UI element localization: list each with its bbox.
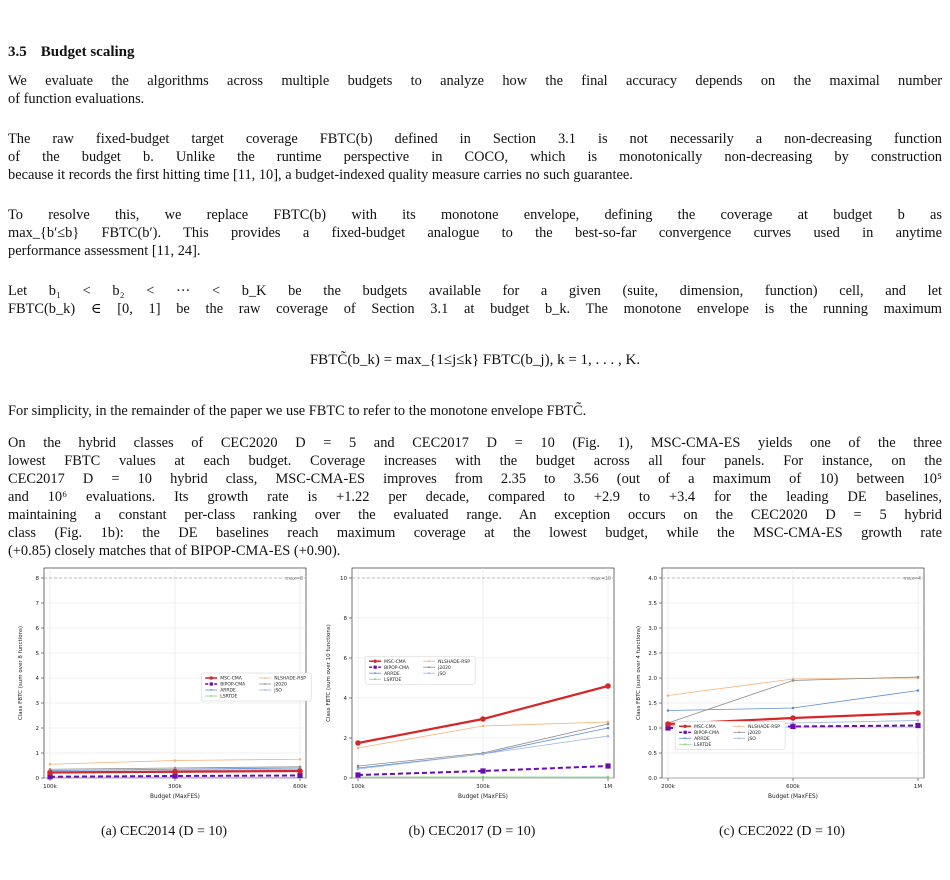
legend-label: BIPOP-CMA — [220, 682, 246, 688]
data-point — [917, 689, 920, 692]
data-point — [607, 723, 610, 726]
text-line — [8, 282, 942, 300]
legend-marker — [264, 683, 266, 685]
x-tick-label: 300k — [476, 784, 490, 790]
x-tick-label: 600k — [293, 784, 307, 790]
data-point — [480, 716, 486, 722]
y-tick-label: 4.0 — [648, 576, 657, 583]
y-tick-label: 2.0 — [648, 676, 657, 683]
text-line: of function evaluations. — [8, 91, 145, 107]
x-tick-label: 200k — [661, 784, 675, 790]
text-line: FBTC(b_k) ∈ [0, 1] be the raw coverage of Section 3.1 at budget b_k. The monotone envelope is the running maximum — [8, 301, 942, 317]
text-line: maintaining a constant per-class ranking over the evaluated range. An exception occurs on the CEC2020 D = 5 hybrid — [8, 507, 942, 523]
legend-label: ARRDE — [384, 671, 400, 677]
legend-label: LSRTDE — [694, 742, 712, 748]
chart-cec2014 — [14, 560, 314, 810]
legend-marker — [738, 731, 740, 733]
text-line: performance assessment [11, 24]. — [8, 243, 201, 259]
legend-label: j2020 — [438, 665, 451, 671]
legend-label: jSO — [438, 671, 446, 677]
text-line: CEC2017 D = 10 hybrid class, MSC-CMA-ES improves from 2.35 to 3.56 (out of a maximum of 10) between 10⁵ — [8, 471, 942, 487]
legend-marker — [210, 676, 213, 679]
definition-block — [8, 282, 942, 318]
data-point — [790, 724, 795, 729]
data-point — [605, 763, 610, 768]
legend-marker — [428, 672, 430, 674]
data-point — [480, 768, 485, 773]
data-point — [790, 715, 796, 721]
x-tick-label: 300k — [168, 784, 182, 790]
data-point — [605, 683, 611, 689]
data-point — [915, 723, 920, 728]
y-tick-label: 0 — [343, 776, 347, 783]
legend-label: NLSHADE-RSP — [438, 659, 470, 665]
text-line: class (Fig. 1b): the DE baselines reach maximum coverage at the lowest budget, while the MSC-CMA-ES growth rate — [8, 525, 942, 541]
legend-label: BIPOP-CMA — [694, 730, 720, 736]
legend-marker — [684, 731, 687, 734]
y-tick-label: 7 — [35, 601, 39, 608]
legend-marker — [738, 737, 740, 739]
text-line: and 10⁶ evaluations. Its growth rate is +1.22 per decade, compared to +2.9 to +3.4 for the leading DE baselines, — [8, 489, 942, 505]
data-point — [49, 763, 52, 766]
legend-label: jSO — [748, 736, 756, 742]
section-title: Budget scaling — [40, 44, 135, 60]
paragraph-5 — [8, 434, 942, 560]
legend-marker — [428, 660, 430, 662]
legend-label: NLSHADE-RSP — [748, 724, 780, 730]
data-point — [482, 776, 485, 779]
caption-b: (b) CEC2017 (D = 10) — [408, 824, 536, 839]
data-point — [355, 772, 360, 777]
text-line: To resolve this, we replace FBTC(b) with its monotone envelope, defining the coverage at budget b as — [8, 207, 942, 223]
x-tick-label: 100k — [43, 784, 57, 790]
data-point — [172, 769, 178, 775]
text-line: of the budget b. Unlike the runtime perspective in COCO, which is monotonically non-decreasing by construction — [8, 149, 942, 165]
data-point — [607, 735, 610, 738]
data-point — [299, 758, 302, 761]
y-axis-label: Class FBTC (sum over 10 functions) — [326, 624, 332, 722]
data-point — [174, 767, 177, 770]
y-tick-label: 0.5 — [648, 751, 657, 758]
x-axis-label: Budget (MaxFES) — [768, 794, 818, 800]
x-tick-label: 600k — [786, 784, 800, 790]
data-point — [482, 725, 485, 728]
y-tick-label: 4 — [343, 696, 347, 703]
legend-label: MSC-CMA — [220, 676, 242, 682]
paragraph-4 — [8, 402, 942, 420]
max-label: max=10 — [590, 577, 611, 583]
y-tick-label: 0.0 — [648, 776, 657, 783]
y-tick-label: 8 — [35, 576, 39, 583]
section-number: 3.5 — [8, 44, 27, 60]
y-tick-label: 1.5 — [648, 701, 657, 708]
data-point — [47, 770, 53, 776]
x-tick-label: 1M — [913, 784, 923, 790]
x-tick-label: 100k — [351, 784, 365, 790]
legend-label: LSRTDE — [220, 694, 238, 700]
text-line: lowest FBTC values at each budget. Coverage increases with the budget across all four panels. For instance, on the — [8, 453, 942, 469]
y-tick-label: 1 — [35, 751, 39, 758]
text-line: max_{b′≤b} FBTC(b′). This provides a fixed-budget analogue to the best-so-far convergence curves used in anytime — [8, 225, 942, 241]
text-line: We evaluate the algorithms across multiple budgets to analyze how the final accuracy depends on the maximal number — [8, 73, 942, 89]
legend-label: BIPOP-CMA — [384, 665, 410, 671]
data-point — [357, 768, 360, 771]
max-label: max=4 — [903, 577, 921, 583]
section-heading — [8, 44, 135, 61]
y-tick-label: 8 — [343, 616, 347, 623]
legend-marker — [374, 672, 376, 674]
data-point — [667, 709, 670, 712]
legend-label: MSC-CMA — [694, 724, 716, 730]
caption-c: (c) CEC2022 (D = 10) — [718, 824, 846, 839]
caption-a: (a) CEC2014 (D = 10) — [100, 824, 228, 839]
legend-marker — [374, 666, 377, 669]
data-point — [917, 719, 920, 722]
text-line: The raw fixed-budget target coverage FBTC(b) defined in Section 3.1 is not necessarily a non-decreasing function — [8, 131, 942, 147]
y-tick-label: 2 — [343, 736, 347, 743]
legend-marker — [210, 682, 213, 685]
x-tick-label: 1M — [603, 784, 613, 790]
data-point — [297, 768, 303, 774]
y-tick-label: 3 — [35, 701, 39, 708]
text-line: (+0.85) closely matches that of BIPOP-CMA-ES (+0.90). — [8, 543, 341, 559]
legend-label: jSO — [274, 688, 282, 694]
legend-marker — [683, 725, 686, 728]
data-point — [174, 759, 177, 762]
x-axis-label: Budget (MaxFES) — [150, 794, 200, 800]
envelope-equation: FBTC̃(b_k) = max_{1≤j≤k} FBTC(b_j), k = 1, . . . , K. — [309, 352, 641, 368]
legend-label: ARRDE — [220, 688, 236, 694]
legend-label: MSC-CMA — [384, 659, 406, 665]
data-point — [607, 776, 610, 779]
legend-marker — [373, 660, 376, 663]
paragraph-3 — [8, 206, 942, 260]
data-point — [355, 740, 361, 746]
x-axis-label: Budget (MaxFES) — [458, 794, 508, 800]
y-tick-label: 0 — [35, 776, 39, 783]
legend-marker — [684, 737, 686, 739]
y-tick-label: 10 — [340, 576, 347, 583]
text-line: For simplicity, in the remainder of the paper we use FBTC to refer to the monotone envelope FBTC̃. — [8, 403, 587, 419]
y-tick-label: 6 — [35, 626, 39, 633]
chart-cec2022 — [632, 560, 932, 810]
data-point — [482, 753, 485, 756]
data-point — [667, 694, 670, 697]
data-point — [792, 707, 795, 710]
y-tick-label: 2 — [35, 726, 39, 733]
paragraph-1 — [8, 72, 942, 108]
chart-cec2017 — [322, 560, 622, 810]
legend-label: LSRTDE — [384, 677, 402, 683]
legend-label: NLSHADE-RSP — [274, 676, 307, 682]
max-label: max=8 — [285, 577, 303, 583]
data-point — [357, 747, 360, 750]
data-point — [792, 679, 795, 682]
data-point — [299, 765, 302, 768]
data-point — [917, 676, 920, 679]
legend-label: j2020 — [274, 682, 287, 688]
y-axis-label: Class FBTC (sum over 4 functions) — [636, 625, 642, 721]
y-tick-label: 6 — [343, 656, 347, 663]
y-axis-label: Class FBTC (sum over 8 functions) — [18, 625, 24, 721]
legend-marker — [428, 666, 430, 668]
legend-marker — [738, 725, 740, 727]
y-tick-label: 2.5 — [648, 651, 657, 658]
legend-marker — [264, 677, 266, 679]
legend-label: ARRDE — [694, 736, 710, 742]
text-line: because it records the first hitting time [11, 10], a budget-indexed quality measure carries no such guarantee. — [8, 167, 633, 183]
paragraph-2 — [8, 130, 942, 184]
legend-label: j2020 — [748, 730, 761, 736]
y-tick-label: 3.0 — [648, 626, 657, 633]
legend-marker — [210, 695, 212, 697]
data-point — [357, 765, 360, 768]
y-tick-label: 3.5 — [648, 601, 657, 608]
data-point — [915, 710, 921, 716]
y-tick-label: 5 — [35, 651, 39, 658]
y-tick-label: 4 — [35, 676, 39, 683]
y-tick-label: 1.0 — [648, 726, 657, 733]
legend-marker — [210, 689, 212, 691]
text-line: On the hybrid classes of CEC2020 D = 5 and CEC2017 D = 10 (Fig. 1), MSC-CMA-ES yields one of the three — [8, 435, 942, 451]
legend-marker — [374, 678, 376, 680]
legend-marker — [684, 743, 686, 745]
data-point — [607, 727, 610, 730]
data-point — [665, 721, 671, 727]
legend-marker — [264, 689, 266, 691]
definition-line-1: Let b₁ < b₂ < ··· < b_K be the budgets available for a given (suite, dimension, function) cell, and let — [8, 283, 942, 299]
